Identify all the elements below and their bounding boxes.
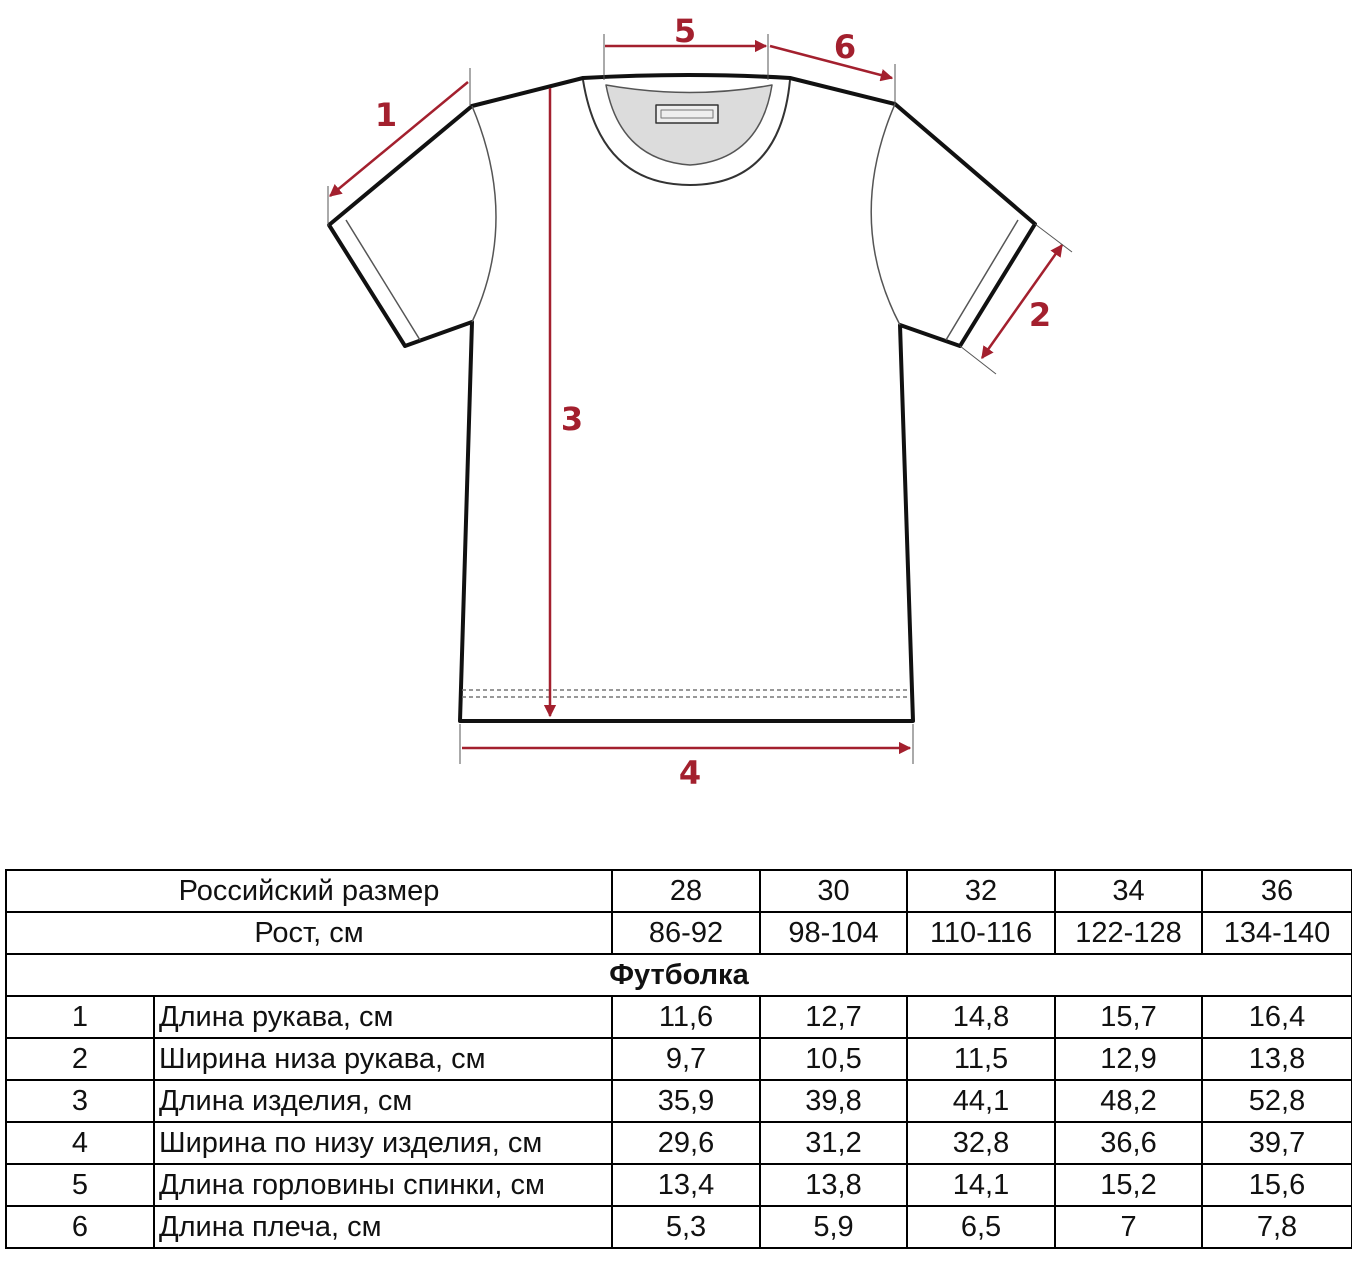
row-name: Длина изделия, см: [154, 1080, 612, 1122]
row-value: 10,5: [760, 1038, 907, 1080]
row-value: 39,7: [1202, 1122, 1352, 1164]
row-value: 35,9: [612, 1080, 760, 1122]
row-name: Длина плеча, см: [154, 1206, 612, 1248]
size-value: 36: [1202, 870, 1352, 912]
row-value: 13,4: [612, 1164, 760, 1206]
row-value: 12,7: [760, 996, 907, 1038]
size-value: 34: [1055, 870, 1202, 912]
row-number: 3: [6, 1080, 154, 1122]
row-value: 13,8: [1202, 1038, 1352, 1080]
row-value: 11,6: [612, 996, 760, 1038]
row-value: 48,2: [1055, 1080, 1202, 1122]
row-number: 1: [6, 996, 154, 1038]
label-1: 1: [374, 96, 398, 134]
label-2: 2: [1028, 296, 1052, 334]
size-value: 30: [760, 870, 907, 912]
table-row: [6, 1038, 1352, 1080]
table-row: [6, 996, 1352, 1038]
row-value: 7,8: [1202, 1206, 1352, 1248]
height-value: 98-104: [760, 912, 907, 954]
height-value: 134-140: [1202, 912, 1352, 954]
size-value: 32: [907, 870, 1055, 912]
row-name: Длина горловины спинки, см: [154, 1164, 612, 1206]
height-value: 86-92: [612, 912, 760, 954]
table-row: [6, 1206, 1352, 1248]
table-row: [6, 1122, 1352, 1164]
row-value: 31,2: [760, 1122, 907, 1164]
height-value: 122-128: [1055, 912, 1202, 954]
label-3: 3: [560, 400, 584, 438]
table-row: [6, 1164, 1352, 1206]
height-value: 110-116: [907, 912, 1055, 954]
size-chart-table: [5, 869, 1352, 1249]
row-number: 2: [6, 1038, 154, 1080]
row-value: 7: [1055, 1206, 1202, 1248]
row-value: 44,1: [907, 1080, 1055, 1122]
size-value: 28: [612, 870, 760, 912]
row-number: 5: [6, 1164, 154, 1206]
row-value: 5,3: [612, 1206, 760, 1248]
section-title: Футболка: [6, 954, 1352, 996]
row-value: 15,6: [1202, 1164, 1352, 1206]
row-value: 11,5: [907, 1038, 1055, 1080]
row-number: 6: [6, 1206, 154, 1248]
measurement-rows: [6, 996, 1352, 1248]
tshirt-outline: [329, 75, 1035, 721]
label-6: 6: [833, 28, 857, 66]
row-name: Ширина по низу изделия, см: [154, 1122, 612, 1164]
row-name: Ширина низа рукава, см: [154, 1038, 612, 1080]
tshirt-body: [329, 75, 1035, 721]
label-5: 5: [673, 12, 697, 50]
row-value: 36,6: [1055, 1122, 1202, 1164]
row-value: 15,2: [1055, 1164, 1202, 1206]
row-value: 5,9: [760, 1206, 907, 1248]
row-value: 39,8: [760, 1080, 907, 1122]
row-name: Длина рукава, см: [154, 996, 612, 1038]
row-value: 6,5: [907, 1206, 1055, 1248]
row-value: 52,8: [1202, 1080, 1352, 1122]
neck-label: [656, 105, 718, 123]
height-row-label: Рост, см: [6, 912, 612, 954]
row-value: 32,8: [907, 1122, 1055, 1164]
row-value: 13,8: [760, 1164, 907, 1206]
size-row: [6, 870, 1352, 912]
size-row-label: Российский размер: [6, 870, 612, 912]
height-row: [6, 912, 1352, 954]
section-row: [6, 954, 1352, 996]
row-value: 14,8: [907, 996, 1055, 1038]
row-number: 4: [6, 1122, 154, 1164]
shoulder-length-arrow: [770, 46, 892, 78]
row-value: 15,7: [1055, 996, 1202, 1038]
table-row: [6, 1080, 1352, 1122]
label-4: 4: [678, 754, 702, 792]
row-value: 14,1: [907, 1164, 1055, 1206]
row-value: 29,6: [612, 1122, 760, 1164]
row-value: 12,9: [1055, 1038, 1202, 1080]
row-value: 16,4: [1202, 996, 1352, 1038]
row-value: 9,7: [612, 1038, 760, 1080]
